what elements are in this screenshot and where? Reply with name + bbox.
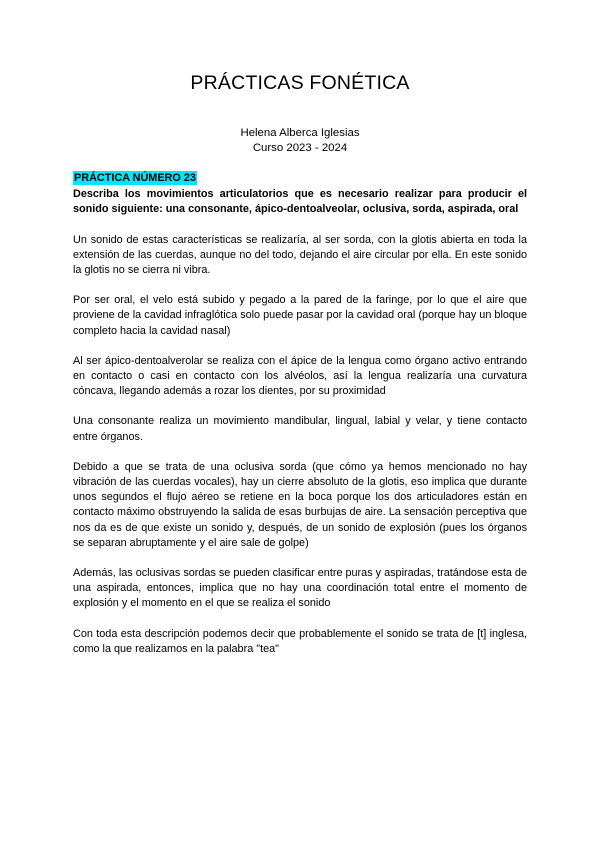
exercise-prompt: Describa los movimientos articulatorios que es necesario realizar para producir el sonido siguiente: una consonante, ápico-dentoalveolar, oclusiva, sorda, aspirada, oral [73, 188, 527, 216]
paragraph-glottis: Un sonido de estas características se realizaría, al ser sorda, con la glotis abierta en toda la extensión de las cuerdas, aunque no del todo, dejando el aire circular por ella. En este sonido la glotis no se cierra ni vibra. [73, 233, 527, 277]
author-name: Helena Alberca Iglesias [240, 127, 360, 139]
paragraph-apico-dentoalveolar: Al ser ápico-dentoalverolar se realiza con el ápice de la lengua como órgano activo entrando en contacto o casi en contacto con los alvéolos, así la lengua realizaría una curvatura cóncava, llegando además a rozar los dientes, por su proximidad [73, 354, 527, 398]
course-year: Curso 2023 - 2024 [252, 142, 348, 154]
practice-heading [73, 171, 527, 186]
paragraph-aspirated: Además, las oclusivas sordas se pueden clasificar entre puras y aspiradas, tratándose esta de una aspirada, entonces, implica que no hay una coordinación total entre el momento de explosión y el momento en el que se realiza el sonido [73, 567, 527, 610]
page-title: PRÁCTICAS FONÉTICA [190, 72, 410, 94]
paragraph-conclusion: Con toda esta descripción podemos decir que probablemente el sonido se trata de [t] inglesa, como la que realizamos en la palabra "tea" [73, 627, 527, 655]
paragraph-consonant-movement: Una consonante realiza un movimiento mandibular, lingual, labial y velar, y tiene contacto entre órganos. [73, 415, 527, 443]
author-block [0, 126, 600, 156]
paragraph-voiceless-stop: Debido a que se trata de una oclusiva sorda (que cómo ya hemos mencionado no hay vibración de las cuerdas vocales), hay un cierre absoluto de la glotis, eso implica que durante unos segundos el flujo aéreo se retiene en la boca porque los dos articuladores están en contacto máximo obstruyendo la salida de esas burbujas de aire. La sensación perceptiva que nos da es de que existe un sonido y, después, de un sonido de explosión (pues los órganos se separan abruptamente y el aire sale de golpe) [73, 460, 527, 549]
practice-label: PRÁCTICA NÚMERO 23 [74, 172, 196, 184]
paragraph-velum: Por ser oral, el velo está subido y pegado a la pared de la faringe, por lo que el aire que proviene de la cavidad infraglótica solo puede pasar por la cavidad oral (porque hay un bloque completo hacia la cavidad nasal) [73, 294, 527, 337]
document-body [73, 171, 527, 657]
